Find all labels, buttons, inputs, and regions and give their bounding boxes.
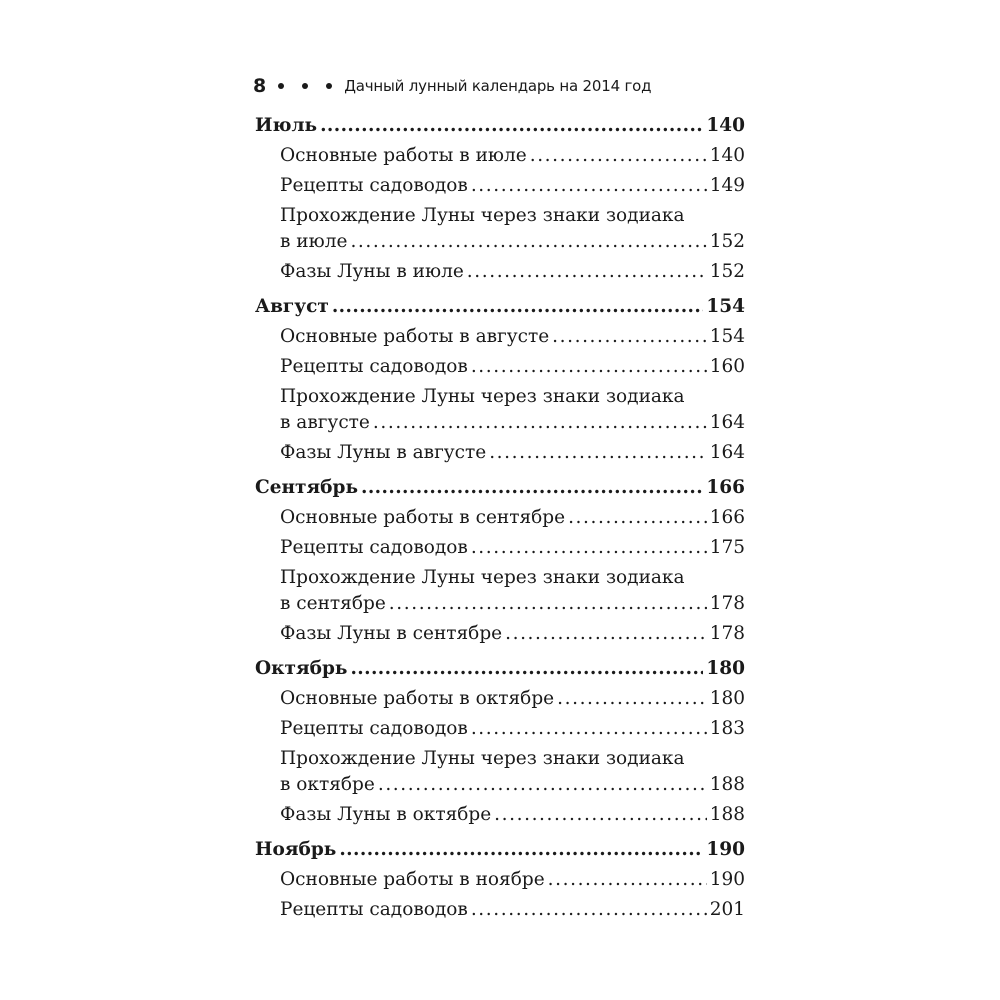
toc-sub-entry: [255, 865, 745, 895]
dot-leader: [552, 322, 707, 352]
dot-leader: [467, 257, 707, 287]
toc-month-title: Октябрь: [255, 658, 348, 679]
toc-sub-entry: [255, 257, 745, 287]
toc-sub-entry: [255, 895, 745, 925]
toc-entry-title: Рецепты садоводов: [280, 899, 468, 920]
toc-month-entry: [255, 472, 745, 503]
toc-page-number: 190: [706, 839, 745, 860]
toc-entry-title-line1: Прохождение Луны через знаки зодиака: [280, 567, 685, 588]
dot-leader: [530, 141, 707, 171]
dot-leader: [471, 895, 707, 925]
dot-leader: [471, 352, 707, 382]
dot-leader: [378, 770, 707, 800]
dot-leader: [548, 865, 707, 895]
toc-entry-line2: [280, 408, 745, 438]
dot-leader: [350, 227, 706, 257]
toc-sub-entry-multiline: [255, 382, 745, 438]
toc-page-number: 175: [709, 537, 745, 558]
toc-sub-entry: [255, 684, 745, 714]
toc-page-number: 188: [709, 774, 745, 795]
toc-page-number: 152: [709, 261, 745, 282]
toc-page-number: 164: [709, 442, 745, 463]
toc-page-number: 154: [706, 296, 745, 317]
toc-sub-entry: [255, 141, 745, 171]
dot-icon: [278, 83, 284, 89]
toc-entry-title: Фазы Луны в августе: [280, 442, 487, 463]
toc-sub-entry: [255, 503, 745, 533]
toc-month-title: Август: [255, 296, 329, 317]
toc-entry-title: Основные работы в сентябре: [280, 507, 566, 528]
dot-leader: [350, 654, 703, 684]
page-number: 8: [253, 75, 267, 97]
toc-entry-title-line2: в октябре: [280, 774, 375, 795]
toc-sub-entry: [255, 800, 745, 830]
toc-month-entry: [255, 653, 745, 684]
toc-sub-entry: [255, 438, 745, 468]
toc-page-number: 152: [709, 231, 745, 252]
toc-page-number: 183: [709, 718, 745, 739]
toc-section-november: [255, 834, 745, 925]
dot-icon: [302, 83, 308, 89]
toc-page-number: 178: [709, 623, 745, 644]
toc-entry-title: Фазы Луны в октябре: [280, 804, 492, 825]
toc-entry-title: Основные работы в октябре: [280, 688, 555, 709]
toc-sub-entry: [255, 533, 745, 563]
dot-leader: [557, 684, 707, 714]
toc-entry-title: Рецепты садоводов: [280, 356, 468, 377]
toc-entry-title: Фазы Луны в июле: [280, 261, 464, 282]
toc-month-title: Сентябрь: [255, 477, 358, 498]
running-head: [253, 72, 651, 100]
toc-page-number: 149: [709, 175, 745, 196]
toc-month-entry: [255, 291, 745, 322]
dot-leader: [505, 619, 707, 649]
toc-entry-title: Рецепты садоводов: [280, 718, 468, 739]
toc-sub-entry: [255, 322, 745, 352]
toc-month-title: Июль: [255, 115, 318, 136]
toc-entry-title-line2: в июле: [280, 231, 348, 252]
toc-page-number: 180: [709, 688, 745, 709]
toc-entry-line2: [280, 770, 745, 800]
toc-entry-title-line1: Прохождение Луны через знаки зодиака: [280, 748, 685, 769]
toc-page-number: 201: [709, 899, 745, 920]
toc-entry-title-line1: Прохождение Луны через знаки зодиака: [280, 205, 685, 226]
dot-leader: [339, 835, 703, 865]
toc-sub-entry-multiline: [255, 201, 745, 257]
toc-page-number: 166: [709, 507, 745, 528]
toc-month-title: Ноябрь: [255, 839, 337, 860]
toc-sub-entry-multiline: [255, 744, 745, 800]
dot-leader: [332, 292, 704, 322]
toc-page-number: 160: [709, 356, 745, 377]
toc-entry-title: Основные работы в ноябре: [280, 869, 545, 890]
toc-page-number: 140: [706, 115, 745, 136]
toc-section-august: [255, 291, 745, 468]
dot-leader: [471, 533, 707, 563]
toc-entry-title-line2: в августе: [280, 412, 370, 433]
toc-entry-title: Фазы Луны в сентябре: [280, 623, 503, 644]
toc-sub-entry: [255, 171, 745, 201]
toc-entry-title: Основные работы в июле: [280, 145, 527, 166]
toc-entry-line2: [280, 589, 745, 619]
toc-entry-title-line1: Прохождение Луны через знаки зодиака: [280, 386, 685, 407]
toc-section-september: [255, 472, 745, 649]
toc-sub-entry: [255, 352, 745, 382]
toc-entry-title: Рецепты садоводов: [280, 175, 468, 196]
toc-page-number: 164: [709, 412, 745, 433]
dot-leader: [320, 111, 703, 141]
dot-icon: [326, 83, 332, 89]
book-title: Дачный лунный календарь на 2014 год: [344, 77, 652, 95]
dot-leader: [494, 800, 707, 830]
dot-leader: [361, 473, 703, 503]
dot-leader: [471, 171, 707, 201]
dot-leader: [389, 589, 707, 619]
ornament-dots: [278, 83, 332, 89]
toc-section-july: [255, 110, 745, 287]
dot-leader: [471, 714, 707, 744]
toc-section-october: [255, 653, 745, 830]
toc-entry-title: Основные работы в августе: [280, 326, 550, 347]
dot-leader: [373, 408, 707, 438]
toc-page-number: 140: [709, 145, 745, 166]
dot-leader: [489, 438, 706, 468]
toc-sub-entry-multiline: [255, 563, 745, 619]
dot-leader: [568, 503, 707, 533]
toc-sub-entry: [255, 714, 745, 744]
toc-entry-title: Рецепты садоводов: [280, 537, 468, 558]
table-of-contents: [255, 110, 745, 929]
toc-sub-entry: [255, 619, 745, 649]
toc-page-number: 154: [709, 326, 745, 347]
toc-month-entry: [255, 110, 745, 141]
toc-page-number: 166: [706, 477, 745, 498]
toc-page-number: 188: [709, 804, 745, 825]
toc-entry-line2: [280, 227, 745, 257]
toc-page-number: 190: [709, 869, 745, 890]
toc-page-number: 180: [706, 658, 745, 679]
toc-entry-title-line2: в сентябре: [280, 593, 386, 614]
toc-page-number: 178: [709, 593, 745, 614]
toc-month-entry: [255, 834, 745, 865]
